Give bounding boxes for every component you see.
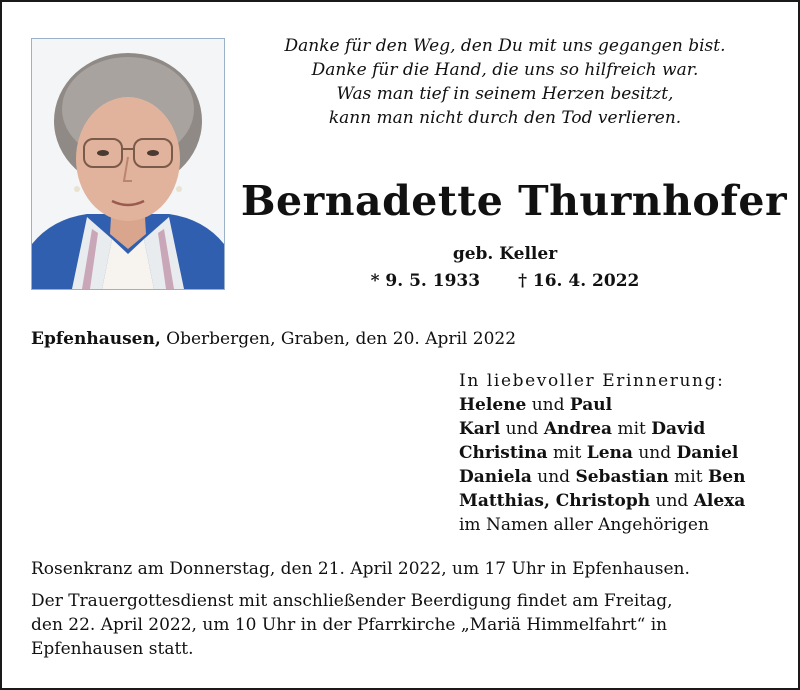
connector: und [531,467,576,487]
mourners-closing: im Namen aller Angehörigen [459,515,709,535]
service-line: Epfenhausen statt. [31,639,194,659]
connector: mit [612,419,652,439]
poem-line: Danke für den Weg, den Du mit uns gegangen bist. [284,36,726,56]
portrait-illustration [32,39,224,289]
death-date: † 16. 4. 2022 [518,271,640,291]
connector: mit [547,443,587,463]
mourners-line [459,417,745,441]
place-date-line [31,329,516,349]
mourner-name: Sebastian [575,467,669,487]
poem-line: kann man nicht durch den Tod verlieren. [328,108,682,128]
mourner-name: Daniela [459,467,532,487]
mourner-name: Christina [459,443,548,463]
place-rest: Oberbergen, Graben, den 20. April 2022 [160,329,517,349]
mourner-name: Alexa [693,491,746,511]
mourners-block [459,369,745,537]
poem [245,34,765,130]
mourner-name: Paul [569,395,613,415]
service-line: Der Trauergottesdienst mit anschließender Beerdigung findet am Freitag, [31,591,673,611]
poem-line: Danke für die Hand, die uns so hilfreich war. [311,60,699,80]
mourners-line [459,489,745,513]
birth-date: * 9. 5. 1933 [370,271,481,291]
mourner-name: Helene [459,395,527,415]
funeral-service-notice [31,589,771,661]
connector: und [500,419,544,439]
mourner-name: Daniel [676,443,739,463]
life-dates [245,271,765,291]
poem-line: Was man tief in seinem Herzen besitzt, [336,84,674,104]
service-line: den 22. April 2022, um 10 Uhr in der Pfarrkirche „Mariä Himmelfahrt“ in [31,615,668,635]
maiden-name: geb. Keller [452,244,558,264]
mourner-name: Karl [459,419,501,439]
portrait-photo [31,38,225,290]
connector: und [650,491,694,511]
mourner-name: Ben [707,467,746,487]
place-town: Epfenhausen, [31,329,161,349]
mourners-line [459,393,745,417]
mourner-name: Andrea [543,419,613,439]
mourner-name: David [651,419,706,439]
connector: und [526,395,570,415]
connector: und [632,443,677,463]
mourners-line [459,465,745,489]
mourners-intro: In liebevoller Erinnerung: [459,371,725,391]
mourner-name: Lena [586,443,633,463]
connector: mit [668,467,708,487]
rosary-notice: Rosenkranz am Donnerstag, den 21. April 2022, um 17 Uhr in Epfenhausen. [31,559,690,579]
mourner-name: Matthias, Christoph [459,491,651,511]
mourners-line [459,441,745,465]
deceased-name: Bernadette Thurnhofer [240,177,788,225]
